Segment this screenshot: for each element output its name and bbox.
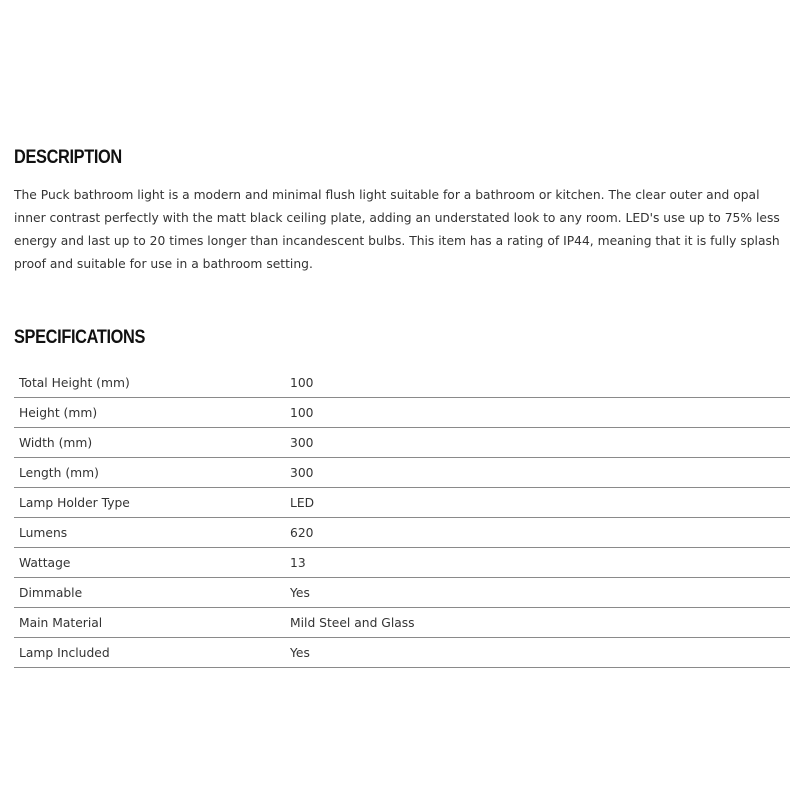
spec-value: LED bbox=[290, 495, 315, 510]
spec-value: 100 bbox=[290, 405, 314, 420]
spec-value: 13 bbox=[290, 555, 306, 570]
spec-label: Lumens bbox=[19, 525, 68, 540]
spec-row-length bbox=[14, 458, 790, 488]
spec-row-lumens bbox=[14, 518, 790, 548]
spec-row-height bbox=[14, 398, 790, 428]
spec-value: 300 bbox=[290, 465, 314, 480]
spec-label: Total Height (mm) bbox=[19, 375, 130, 390]
spec-row-total-height bbox=[14, 368, 790, 398]
specifications-table bbox=[14, 368, 790, 668]
spec-value: Yes bbox=[290, 585, 310, 600]
spec-value: 100 bbox=[290, 375, 314, 390]
spec-row-lamp-holder-type bbox=[14, 488, 790, 518]
spec-row-wattage bbox=[14, 548, 790, 578]
description-text: The Puck bathroom light is a modern and minimal flush light suitable for a bathroom or kitchen. The clear outer and opal inner contrast perfectly with the matt black ceiling plate, adding an understated look to any room. LED's use up to 75% less energy and last up to 20 times longer than incandescent bulbs. This item has a rating of IP44, meaning that it is fully splash proof and suitable for use in a bathroom setting. bbox=[14, 188, 780, 271]
specifications-heading: SPECIFICATIONS bbox=[14, 327, 146, 348]
spec-label: Wattage bbox=[19, 555, 71, 570]
spec-label: Dimmable bbox=[19, 585, 83, 600]
spec-value: 300 bbox=[290, 435, 314, 450]
spec-label: Length (mm) bbox=[19, 465, 99, 480]
spec-label: Lamp Included bbox=[19, 645, 110, 660]
product-details bbox=[14, 144, 790, 668]
spec-row-main-material bbox=[14, 608, 790, 638]
description-heading: DESCRIPTION bbox=[14, 147, 122, 168]
spec-label: Lamp Holder Type bbox=[19, 495, 130, 510]
spec-row-dimmable bbox=[14, 578, 790, 608]
spec-value: Yes bbox=[290, 645, 310, 660]
spec-label: Width (mm) bbox=[19, 435, 93, 450]
spec-label: Height (mm) bbox=[19, 405, 98, 420]
spec-value: 620 bbox=[290, 525, 314, 540]
spec-row-width bbox=[14, 428, 790, 458]
spec-value: Mild Steel and Glass bbox=[290, 615, 415, 630]
spec-row-lamp-included bbox=[14, 638, 790, 668]
spec-label: Main Material bbox=[19, 615, 103, 630]
